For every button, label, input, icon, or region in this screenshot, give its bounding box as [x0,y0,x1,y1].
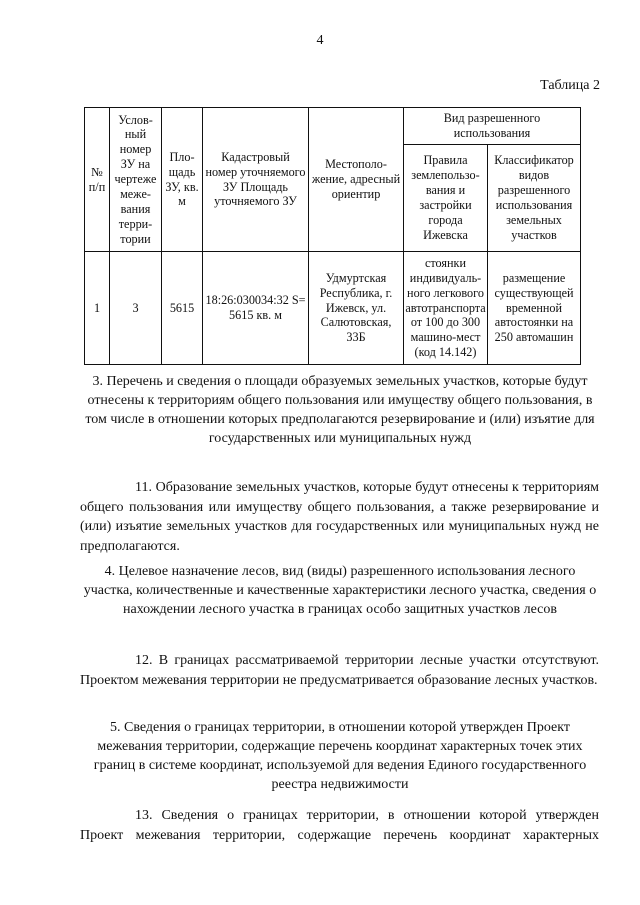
paragraph-12: 12. В границах рассматриваемой территории лесные участки отсутствуют. Проектом межевания территории не предусматривается образование лесных участков. [80,653,599,688]
header-num: № п/п [85,108,110,252]
header-conditional-number: Услов-ный номер ЗУ на чертеже меже-вания терри-тории [110,108,162,252]
paragraph-11: 11. Образование земельных участков, которые будут отнесены к территориям общего пользования или имуществу общего пользования, а также резервирование и (или) изъятие земельных участков для государственных или муниципальных нужд не предполагаются. [80,480,599,554]
section-4-heading: 4. Целевое назначение лесов, вид (виды) разрешенного использования лесного участка, количественные и качественные характеристики лесного участка, сведения о нахождении лесного участка в границах особо защитных участков лесов [83,564,597,617]
cell-rules: стоянки индивидуаль-ного легкового автотранспорта от 100 до 300 машино-мест (код 14.142) [404,252,488,365]
section-3-heading: 3. Перечень и сведения о площади образуемых земельных участков, которые будут отнесены к территориям общего пользования или имуществу общего пользования, в том числе в отношении которых предполагаются резервирование и (или) изъятие для государственных или муниципальных нужд [85,374,595,446]
cell-conditional-number: 3 [110,252,162,365]
header-rules: Правила землепользо-вания и застройки города Ижевска [404,145,488,252]
cell-cadastral-number: 18:26:030034:32 S= 5615 кв. м [203,252,309,365]
cell-classifier: размещение существующей временной автостоянки на 250 автомашин [488,252,581,365]
header-location: Местополо-жение, адресный ориентир [309,108,404,252]
table-row [85,252,581,365]
page-number: 4 [316,33,324,48]
land-plot-table [84,107,581,365]
cell-location: Удмуртская Республика, г. Ижевск, ул. Салютовская, 33Б [309,252,404,365]
header-permitted-use: Вид разрешенного использования [404,108,581,145]
table-caption: Таблица 2 [540,78,600,93]
header-area: Пло-щадь ЗУ, кв. м [162,108,203,252]
header-classifier: Классификатор видов разрешенного использования земельных участков [488,145,581,252]
cell-num: 1 [85,252,110,365]
header-cadastral-number: Кадастровый номер уточняемого ЗУ Площадь уточняемого ЗУ [203,108,309,252]
paragraph-13: 13. Сведения о границах территории, в отношении которой утвержден Проект межевания территории, содержащие перечень координат характерных [80,808,599,843]
section-5-heading: 5. Сведения о границах территории, в отношении которой утвержден Проект межевания территории, содержащие перечень координат характерных точек этих границ в системе координат, используемой для ведения Единого государственного реестра недвижимости [93,720,587,792]
cell-area: 5615 [162,252,203,365]
